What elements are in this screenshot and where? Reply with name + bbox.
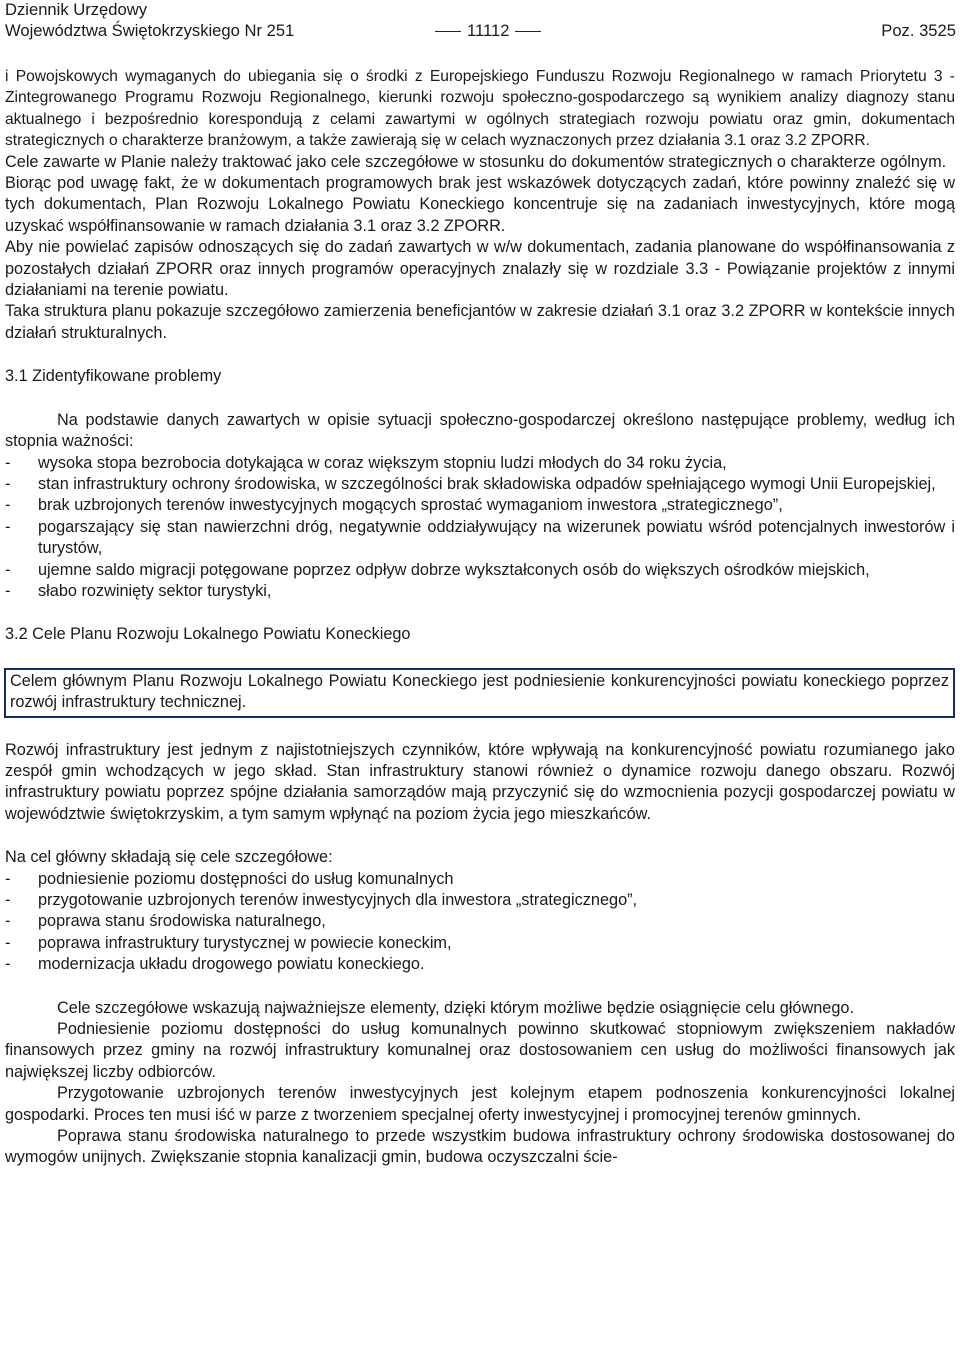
goals-paragraph-4: Przygotowanie uzbrojonych terenów inwestycyjnych jest kolejnym etapem podnoszenia konkurencyjności lokalnej gospodarki. Proces ten musi iść w parze z tworzeniem specjalnej oferty inwestycyjnej i promocyjnej terenów gminnych. <box>5 1084 955 1124</box>
specific-goals-list <box>5 869 955 976</box>
goals-list-lead: Na cel główny składają się cele szczegółowe: <box>5 848 333 867</box>
list-item: - przygotowanie uzbrojonych terenów inwestycyjnych dla inwestora „strategicznego”, <box>5 890 955 911</box>
page-number: 11112 <box>429 20 547 42</box>
list-item: - pogarszający się stan nawierzchni dróg, negatywnie oddziaływujący na wizerunek powiatu wśród potencjalnych inwestorów i turystów, <box>5 517 955 560</box>
intro-paragraph-1: i Powojskowych wymaganych do ubiegania się o środki z Europejskiego Funduszu Rozwoju Regionalnego w ramach Priorytetu 3 - Zintegrowanego Programu Rozwoju Regionalnego, kierunki rozwoju społeczno-gospodarczego są wynikiem analizy diagnozy stanu aktualnego i bezpośrednio korespondują z celami zawartymi w ogólnych strategiach rozwoju powiatu oraz gmin, dokumentach strategicznych o charakterze branżowym, a także zawierają się w celach wyznaczonych przez działania 3.1 oraz 3.2 ZPORR. <box>5 68 955 150</box>
publication-title: Dziennik Urzędowy <box>5 0 148 19</box>
section-heading-3-2: 3.2 Cele Planu Rozwoju Lokalnego Powiatu Koneckiego <box>5 625 411 644</box>
list-item: - poprawa infrastruktury turystycznej w powiecie koneckim, <box>5 933 955 954</box>
position-number: Poz. 3525 <box>881 21 956 40</box>
list-item: - poprawa stanu środowiska naturalnego, <box>5 911 955 932</box>
list-item: - modernizacja układu drogowego powiatu koneckiego. <box>5 954 955 975</box>
goals-paragraph-5: Poprawa stanu środowiska naturalnego to przede wszystkim budowa infrastruktury ochrony środowiska dostosowanej do wymogów unijnych. Zwiększanie stopnia kanalizacji gmin, budowa oczyszczalni ście- <box>5 1127 955 1167</box>
list-item: - ujemne saldo migracji potęgowane poprzez odpływ dobrze wykształconych osób do większych ośrodków miejskich, <box>5 560 955 581</box>
list-item: - brak uzbrojonych terenów inwestycyjnych mogących sprostać wymaganiom inwestora „strategicznego”, <box>5 495 955 516</box>
problems-lead: Na podstawie danych zawartych w opisie sytuacji społeczno-gospodarczej określono następujące problemy, według ich stopnia ważności: <box>5 410 955 451</box>
running-header <box>5 20 956 42</box>
intro-paragraph-4: Aby nie powielać zapisów odnoszących się do zadań zawartych w w/w dokumentach, zadania planowane do współfinansowania z pozostałych działań ZPORR oraz innych programów operacyjnych znalazły się w rozdziale 3.3 - Powiązanie projektów z innymi działaniami na terenie powiatu. <box>5 238 955 300</box>
goals-paragraph-1: Rozwój infrastruktury jest jednym z najistotniejszych czynników, które wpływają na konkurencyjność powiatu rozumianego jako zespół gmin wchodzących w jego skład. Stan infrastruktury stanowi również o dynamice rozwoju danego obszaru. Rozwój infrastruktury powiatu poprzez spójne działania samorządów mają przyczynić się do wzmocnienia pozycji gospodarczej powiatu w województwie świętokrzyskim, a tym samym wpłynąć na poziom życia jego mieszkańców. <box>5 740 955 823</box>
goals-paragraph-3: Podniesienie poziomu dostępności do usług komunalnych powinno skutkować stopniowym zwiększeniem nakładów finansowych przez gminy na rozwój infrastruktury komunalnej oraz dostosowaniem cen usług do możliwości finansowych jak największej liczby odbiorców. <box>5 1020 955 1081</box>
list-item: - stan infrastruktury ochrony środowiska, w szczególności brak składowiska odpadów spełniającego wymogi Unii Europejskiej, <box>5 474 955 495</box>
section-heading-3-1: 3.1 Zidentyfikowane problemy <box>5 367 222 386</box>
voivodeship-issue: Województwa Świętokrzyskiego Nr 251 <box>5 21 295 40</box>
intro-paragraph-5: Taka struktura planu pokazuje szczegółowo zamierzenia beneficjantów w zakresie działań 3.1 oraz 3.2 ZPORR w kontekście innych działań strukturalnych. <box>5 302 955 342</box>
intro-paragraph-3: Biorąc pod uwagę fakt, że w dokumentach programowych brak jest wskazówek dotyczących zadań, które powinny znaleźć się w tych dokumentach, Plan Rozwoju Lokalnego Powiatu Koneckiego koncentruje się na zadaniach inwestycyjnych, które mogą uzyskać współfinansowanie w ramach działania 3.1 oraz 3.2 ZPORR. <box>5 174 955 235</box>
list-item: - słabo rozwinięty sektor turystyki, <box>5 581 955 602</box>
goals-paragraph-2: Cele szczegółowe wskazują najważniejsze elementy, dzięki którym możliwe będzie osiągnięcie celu głównego. <box>57 998 854 1017</box>
main-goal-box: Celem głównym Planu Rozwoju Lokalnego Powiatu Koneckiego jest podniesienie konkurencyjności powiatu koneckiego poprzez rozwój infrastruktury technicznej. <box>4 668 955 718</box>
intro-paragraph-2: Cele zawarte w Planie należy traktować jako cele szczegółowe w stosunku do dokumentów strategicznych o charakterze ogólnym. <box>5 152 947 171</box>
list-item: - podniesienie poziomu dostępności do usług komunalnych <box>5 869 955 890</box>
document-body <box>5 66 955 1169</box>
problems-list <box>5 453 955 603</box>
list-item: - wysoka stopa bezrobocia dotykająca w coraz większym stopniu ludzi młodych do 34 roku życia, <box>5 453 955 474</box>
